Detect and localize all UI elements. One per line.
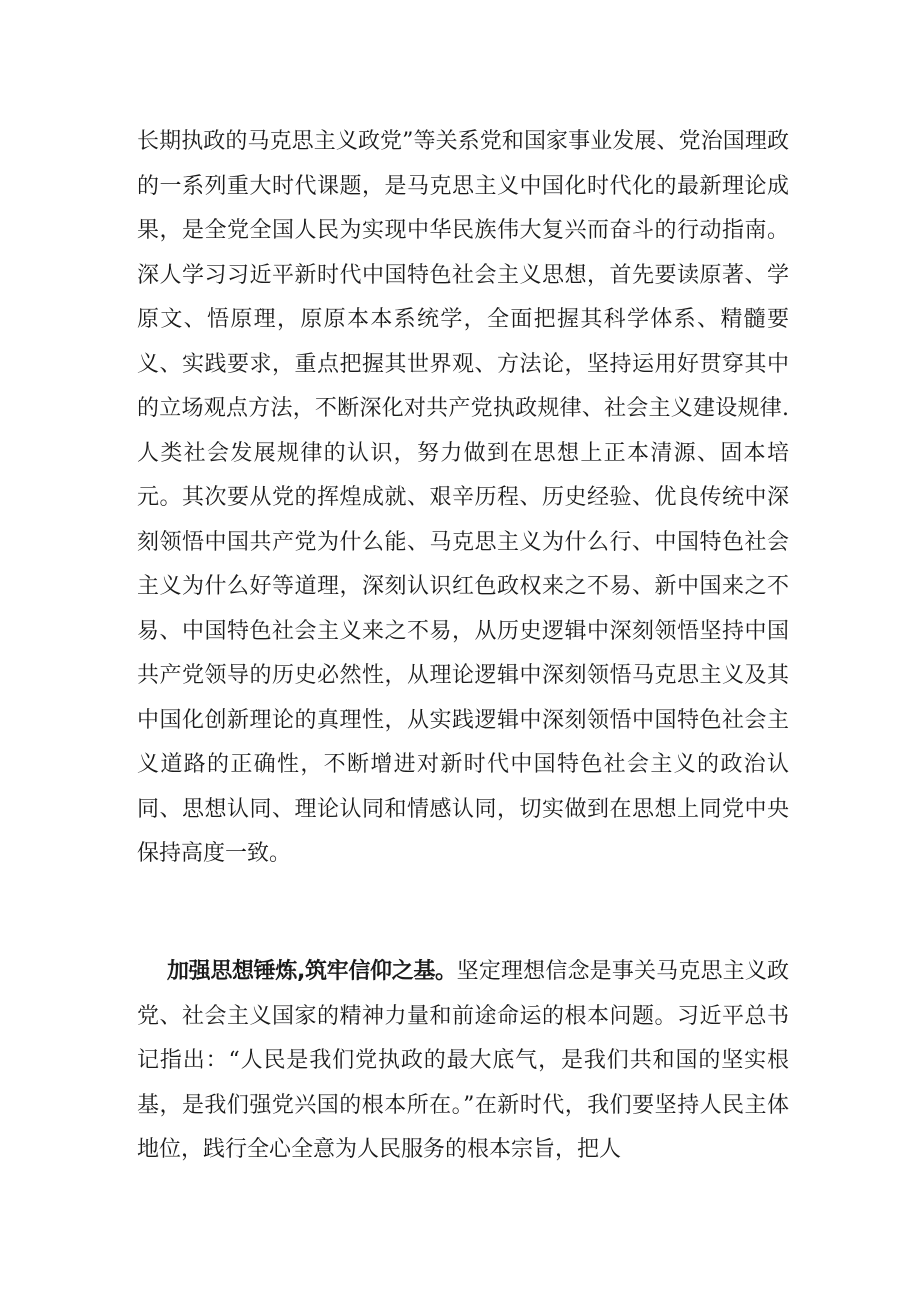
paragraph-1-text: 长期执政的马克思主义政党”等关系党和国家事业发展、党治国理政的一系列重大时代课题，是马克思主义中国化时代化的最新理论成果，是全党全国人民为实现中华民族伟大复兴而奋斗的行动指南。深人学习习近平新时代中国特色社会主义思想，首先要读原著、学原文、悟原理，原原本本系统学，全面把握其科学体系、精髓要义、实践要求，重点把握其世界观、方法论，坚持运用好贯穿其中的立场观点方法，不断深化对共产党执政规律、社会主义建设规律.人类社会发展规律的认识，努力做到在思想上正本清源、固本培元。其次要从党的挥煌成就、艰辛历程、历史经验、优良传统中深刻领悟中国共产党为什么能、马克思主义为什么行、中国特色社会主义为什么好等道理，深刻认识红色政权来之不易、新中国来之不易、中国特色社会主义来之不易，从历史逻辑中深刻领悟坚持中国共产党领导的历史必然性，从理论逻辑中深刻领悟马克思主义及其中国化创新理论的真理性，从实践逻辑中深刻领悟中国特色社会主义道路的正确性，不断增进对新时代中国特色社会主义的政治认同、思想认同、理论认同和情感认同，切实做到在思想上同党中央保持高度一致。 [137,129,789,866]
paragraph-2 [137,950,789,1173]
paragraph-2-heading: 加强思想锤炼,筑牢信仰之基。 [167,959,457,984]
paragraph-2-body: 坚定理想信念是事关马克思主义政党、社会主义国家的精神力量和前途命运的根本问题。习近平总书记指出：“人民是我们党执政的最大底气，是我们共和国的坚实根基，是我们强党兴国的根本所在。”在新时代，我们要坚持人民主体地位，践行全心全意为人民服务的根本宗旨，把人 [137,959,789,1162]
paragraph-1 [137,120,789,877]
paragraph-2-text [137,950,789,1173]
